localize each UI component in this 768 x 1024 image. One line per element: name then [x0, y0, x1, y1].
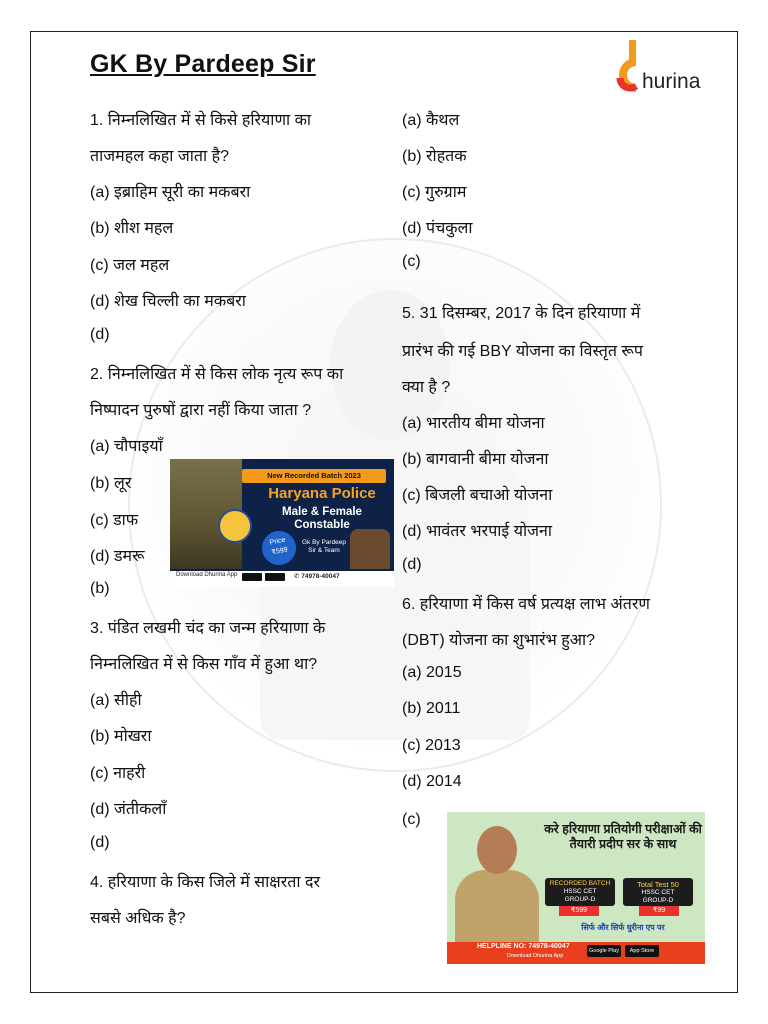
- option-line: (c) नाहरी: [90, 765, 146, 782]
- recorded-batch-box[interactable]: [545, 878, 615, 906]
- question-5-line-3: क्या है ?: [402, 379, 451, 396]
- ad-headline: Haryana Police: [268, 485, 376, 502]
- option-line: (c) गुरुग्राम: [402, 184, 467, 201]
- question-5-line-2: प्रारंभ की गई BBY योजना का विस्तृत रूप: [402, 343, 643, 360]
- option-line: (a) 2015: [402, 664, 462, 681]
- question-3-line-1: 3. पंडित लखमी चंद का जन्म हरियाणा के: [90, 620, 326, 637]
- ad-helpline: HELPLINE NO: 74978-40047: [477, 943, 570, 950]
- answer-line: (c): [402, 811, 421, 828]
- question-4-line-1: 4. हरियाणा के किस जिले में साक्षरता दर: [90, 874, 321, 891]
- option-line: (b) लूर: [90, 475, 132, 492]
- option-line: (b) मोखरा: [90, 728, 152, 745]
- helpline-number: [294, 572, 340, 580]
- option-line: (b) रोहतक: [402, 148, 467, 165]
- question-4-line-2: सबसे अधिक है?: [90, 910, 186, 927]
- google-play-icon[interactable]: [242, 573, 262, 581]
- option-line: (a) कैथल: [402, 112, 460, 129]
- team-label: Gk By Pardeep Sir & Team: [301, 539, 347, 554]
- option-line: (d) डमरू: [90, 548, 145, 565]
- option-line: (b) बागवानी बीमा योजना: [402, 451, 549, 468]
- option-line: (a) भारतीय बीमा योजना: [402, 415, 545, 432]
- question-6-line-1: 6. हरियाणा में किस वर्ष प्रत्यक्ष लाभ अंतरण: [402, 596, 650, 613]
- page-title: GK By Pardeep Sir: [90, 50, 316, 78]
- option-line: (a) सीही: [90, 692, 142, 709]
- price-label: Price: [269, 536, 287, 547]
- download-app-text: Download Dhurina App: [176, 572, 238, 578]
- box1-sub2: GROUP-D: [564, 896, 596, 903]
- app-store-button[interactable]: App Store: [625, 945, 659, 957]
- option-line: (b) 2011: [402, 700, 461, 717]
- ad-download-text: Download Dhurina App: [507, 953, 564, 959]
- presenter-body: [455, 870, 539, 942]
- total-test-box[interactable]: [623, 878, 693, 906]
- box2-sub1: HSSC CET: [641, 889, 675, 896]
- presenter-portrait: [449, 822, 541, 942]
- presenter-photo: [350, 529, 390, 569]
- option-line: (c) जल महल: [90, 257, 170, 274]
- option-line: (a) चौपाइयाँ: [90, 438, 163, 455]
- presenter-head: [477, 826, 517, 874]
- question-2-line-2: निष्पादन पुरुषों द्वारा नहीं किया जाता ?: [90, 402, 312, 419]
- option-line: (d) जंतीकलाँ: [90, 801, 167, 818]
- option-line: (a) इब्राहिम सूरी का मकबरा: [90, 184, 251, 201]
- question-1-line-2: ताजमहल कहा जाता है?: [90, 148, 229, 165]
- box1-title: RECORDED BATCH: [549, 880, 611, 887]
- police-emblem-icon: [218, 509, 252, 543]
- answer-line: (d): [402, 556, 422, 573]
- answer-line: (d): [90, 834, 110, 851]
- answer-line: (b): [90, 580, 110, 597]
- option-line: (d) भावंतर भरपाई योजना: [402, 523, 553, 540]
- option-line: (c) 2013: [402, 737, 461, 754]
- option-line: (c) बिजली बचाओ योजना: [402, 487, 553, 504]
- question-2-line-1: 2. निम्नलिखित में से किस लोक नृत्य रूप का: [90, 366, 344, 383]
- answer-line: (d): [90, 326, 110, 343]
- box2-price: ₹99: [639, 906, 679, 916]
- app-store-icon[interactable]: [265, 573, 285, 581]
- dhurina-logo: [608, 40, 718, 100]
- option-line: (b) शीश महल: [90, 220, 174, 237]
- option-line: (d) 2014: [402, 773, 462, 790]
- google-play-button[interactable]: Google Play: [587, 945, 621, 957]
- box1-sub1: HSSC CET: [563, 888, 597, 895]
- box2-title: Total Test 50: [637, 880, 679, 889]
- haryana-police-ad-banner[interactable]: [170, 459, 394, 587]
- answer-line: (c): [402, 253, 421, 270]
- dhurina-course-ad-banner[interactable]: [447, 812, 705, 964]
- box1-price: ₹599: [559, 906, 599, 916]
- question-6-line-2: (DBT) योजना का शुभारंभ हुआ?: [402, 632, 596, 649]
- ad-subline-2: Constable: [294, 519, 350, 531]
- ad-heading: करे हरियाणा प्रतियोगी परीक्षाओं की तैयारी प्रदीप सर के साथ: [544, 822, 702, 851]
- box2-sub2: GROUP-D: [642, 897, 674, 904]
- helpline-number-value: 74978-40047: [301, 573, 340, 580]
- phone-icon: ✆: [294, 573, 302, 580]
- question-3-line-2: निम्नलिखित में से किस गाँव में हुआ था?: [90, 656, 318, 673]
- price-value: ₹599: [271, 546, 289, 557]
- option-line: (d) शेख चिल्ली का मकबरा: [90, 293, 246, 310]
- question-5-line-1: 5. 31 दिसम्बर, 2017 के दिन हरियाणा में: [402, 305, 641, 322]
- price-badge: [259, 528, 299, 568]
- batch-badge: New Recorded Batch 2023: [242, 469, 386, 483]
- ad-tagline: सिर्फ और सिर्फ धुरीना एप पर: [581, 923, 665, 932]
- question-1-line-1: 1. निम्नलिखित में से किसे हरियाणा का: [90, 112, 312, 129]
- ad-subline-1: Male & Female: [282, 506, 362, 518]
- option-line: (c) डाफ: [90, 512, 139, 529]
- option-line: (d) पंचकुला: [402, 220, 473, 237]
- logo-text: hurina: [642, 70, 701, 93]
